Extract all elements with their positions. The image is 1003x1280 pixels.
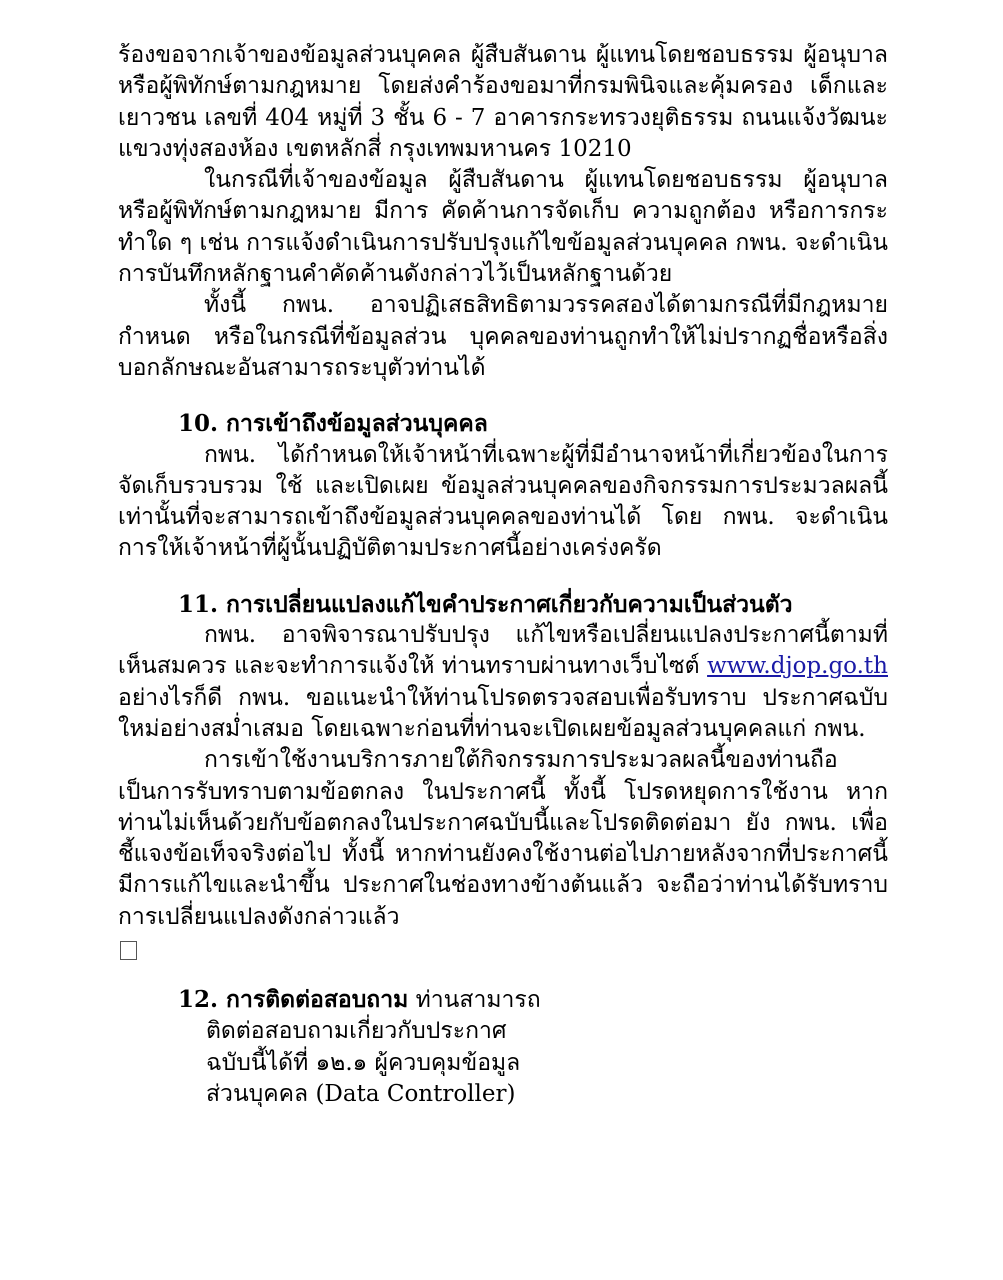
document-page (118, 40, 888, 1110)
empty-box-icon (120, 941, 137, 960)
section-12-line-4: ส่วนบุคคล (Data Controller) (206, 1080, 516, 1107)
section-12 (178, 984, 888, 1110)
section-12-line-2: ติดต่อสอบถามเกี่ยวกับประกาศ (206, 1018, 507, 1045)
section-10-heading: 10. การเข้าถึงข้อมูลส่วนบุคคล (178, 410, 488, 438)
section-11-body-2: การเข้าใช้งานบริการภายใต้กิจกรรมการประมวลผลนี้ของท่านถือเป็นการรับทราบตามข้อตกลง ในประกาศนี้ ทั้งนี้ โปรดหยุดการใช้งาน หากท่านไม่เห็นด้วยกับข้อตกลงในประกาศฉบับนี้และโปรดติดต่อมา ยัง กพน. เพื่อชี้แจงข้อเท็จจริงต่อไป ทั้งนี้ หากท่านยังคงใช้งานต่อไปภายหลังจากที่ประกาศนี้มีการแก้ไขและนำขึ้น ประกาศในช่องทางข้างต้นแล้ว จะถือว่าท่านได้รับทราบการเปลี่ยนแปลงดังกล่าวแล้ว (118, 747, 888, 930)
section-10-body: กพน. ได้กำหนดให้เจ้าหน้าที่เฉพาะผู้ที่มีอำนาจหน้าที่เกี่ยวข้องในการจัดเก็บรวบรวม ใช้ และเปิดเผย ข้อมูลส่วนบุคคลของกิจกรรมการประมวลผลนี้เท่านั้นที่จะสามารถเข้าถึงข้อมูลส่วนบุคคลของท่านได้ โดย กพน. จะดำเนินการให้เจ้าหน้าที่ผู้นั้นปฏิบัติตามประกาศนี้อย่างเคร่งครัด (118, 441, 888, 562)
section-12-heading: 12. การติดต่อสอบถาม (178, 986, 409, 1014)
paragraph-refusal: ทั้งนี้ กพน. อาจปฏิเสธสิทธิตามวรรคสองได้ตามกรณีที่มีกฎหมายกำหนด หรือในกรณีที่ข้อมูลส่วน บุคคลของท่านถูกทำให้ไม่ปรากฏชื่อหรือสิ่งบอกลักษณะอันสามารถระบุตัวท่านได้ (118, 292, 888, 381)
section-12-line-1 (178, 984, 888, 1016)
placeholder-box-row (118, 933, 888, 964)
paragraph-objection: ในกรณีที่เจ้าของข้อมูล ผู้สืบสันดาน ผู้แทนโดยชอบธรรม ผู้อนุบาลหรือผู้พิทักษ์ตามกฎหมาย มีการ คัดค้านการจัดเก็บ ความถูกต้อง หรือการกระทำใด ๆ เช่น การแจ้งดำเนินการปรับปรุงแก้ไขข้อมูลส่วนบุคคล กพน. จะดำเนินการบันทึกหลักฐานคำคัดค้านดังกล่าวไว้เป็นหลักฐานด้วย (118, 167, 888, 288)
section-11-heading: 11. การเปลี่ยนแปลงแก้ไขคำประกาศเกี่ยวกับความเป็นส่วนตัว (178, 590, 793, 618)
section-11-body-part1: กพน. อาจพิจารณาปรับปรุง แก้ไขหรือเปลี่ยนแปลงประกาศนี้ตามที่เห็นสมควร และจะทำการแจ้งให้ ท่านทราบผ่านทางเว็บไซต์ (118, 622, 888, 680)
paragraph-request-address: ร้องขอจากเจ้าของข้อมูลส่วนบุคคล ผู้สืบสันดาน ผู้แทนโดยชอบธรรม ผู้อนุบาลหรือผู้พิทักษ์ตามกฎหมาย โดยส่งคำร้องขอมาที่กรมพินิจและคุ้มครอง เด็กและเยาวชน เลขที่ 404 หมู่ที่ 3 ชั้น 6 - 7 อาคารกระทรวงยุติธรรม ถนนแจ้งวัฒนะ แขวงทุ่งสองห้อง เขตหลักสี่ กรุงเทพมหานคร 10210 (118, 42, 888, 162)
section-11-body-part2: อย่างไรก็ดี กพน. ขอแนะนำให้ท่านโปรดตรวจสอบเพื่อรับทราบ ประกาศฉบับใหม่อย่างสม่ำเสมอ โดยเฉพาะก่อนที่ท่านจะเปิดเผยข้อมูลส่วนบุคคลแก่ กพน. (118, 684, 888, 742)
website-link[interactable]: www.djop.go.th (707, 653, 888, 680)
section-12-line-3: ฉบับนี้ได้ที่ ๑๒.๑ ผู้ควบคุมข้อมูล (206, 1049, 521, 1076)
section-12-line-1-tail: ท่านสามารถ (408, 987, 541, 1014)
section-11-body (118, 620, 888, 745)
